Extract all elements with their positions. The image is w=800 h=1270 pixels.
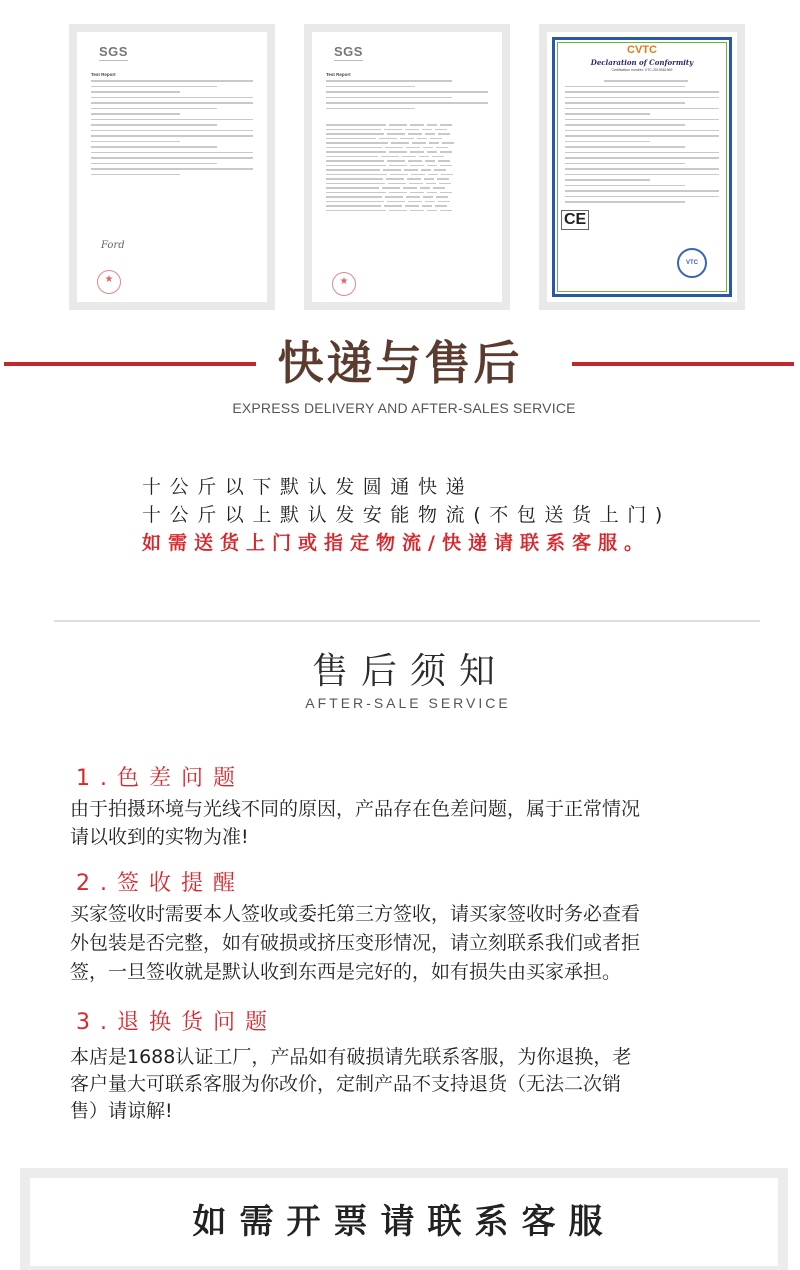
item-body-line: 由于拍摄环境与光线不同的原因，产品存在色差问题，属于正常情况 xyxy=(70,798,641,820)
after-sale-title: 售后须知 xyxy=(311,651,508,692)
express-subtitle: EXPRESS DELIVERY AND AFTER-SALES SERVICE xyxy=(232,400,576,416)
certificate-text-lines xyxy=(91,80,253,179)
section-divider xyxy=(54,620,760,622)
certificate-page xyxy=(547,32,737,302)
sgs-logo: SGS xyxy=(334,44,363,59)
certificate-page xyxy=(312,32,502,302)
item-body-line: 售）请谅解! xyxy=(70,1100,173,1122)
item-title: 2.签收提醒 xyxy=(76,871,245,896)
shipping-line: 十公斤以上默认发安能物流(不包送货上门) xyxy=(142,504,671,526)
ce-certificate xyxy=(539,24,745,310)
vtc-logo: CVTC xyxy=(627,44,657,56)
certificate-number: Certification number: VTC-2019061969 xyxy=(611,68,673,72)
vtc-stamp-icon: VTC xyxy=(677,248,707,278)
signature: Ford xyxy=(101,240,125,251)
certificate-doc-title: Test Report xyxy=(91,72,116,77)
stamp-icon xyxy=(332,272,356,296)
ce-mark-icon: CE xyxy=(561,210,589,230)
item-body-line: 请以收到的实物为准! xyxy=(70,826,249,848)
certificate-title: Declaration of Conformity xyxy=(590,58,694,67)
item-title: 3.退换货问题 xyxy=(76,1010,277,1035)
shipping-notice: 如需送货上门或指定物流/快递请联系客服。 xyxy=(142,532,650,554)
certificate-text-lines xyxy=(326,80,488,113)
sgs-logo: SGS xyxy=(99,44,128,59)
item-body-line: 本店是1688认证工厂，产品如有破损请先联系客服，为你退换，老 xyxy=(70,1046,632,1068)
express-title: 快递与售后 xyxy=(277,336,523,390)
certificate-table xyxy=(326,124,488,214)
sgs-certificate-2 xyxy=(304,24,510,310)
shipping-line: 十公斤以下默认发圆通快递 xyxy=(142,476,474,498)
certificate-doc-title: Test Report xyxy=(326,72,351,77)
item-body-line: 买家签收时需要本人签收或委托第三方签收，请买家签收时务必查看 xyxy=(70,903,641,925)
item-body-line: 签，一旦签收就是默认收到东西是完好的，如有损失由买家承担。 xyxy=(70,961,622,983)
certificate-page xyxy=(77,32,267,302)
item-title: 1.色差问题 xyxy=(76,766,245,791)
item-body-line: 外包装是否完整，如有破损或挤压变形情况，请立刻联系我们或者拒 xyxy=(70,932,641,954)
stamp-icon xyxy=(97,270,121,294)
invoice-contact-banner: 如需开票请联系客服 xyxy=(192,1202,616,1242)
certificate-text-lines xyxy=(565,80,719,207)
after-sale-subtitle: AFTER-SALE SERVICE xyxy=(305,695,511,711)
sgs-certificate-1 xyxy=(69,24,275,310)
item-body-line: 客户量大可联系客服为你改价，定制产品不支持退货（无法二次销 xyxy=(70,1073,622,1095)
